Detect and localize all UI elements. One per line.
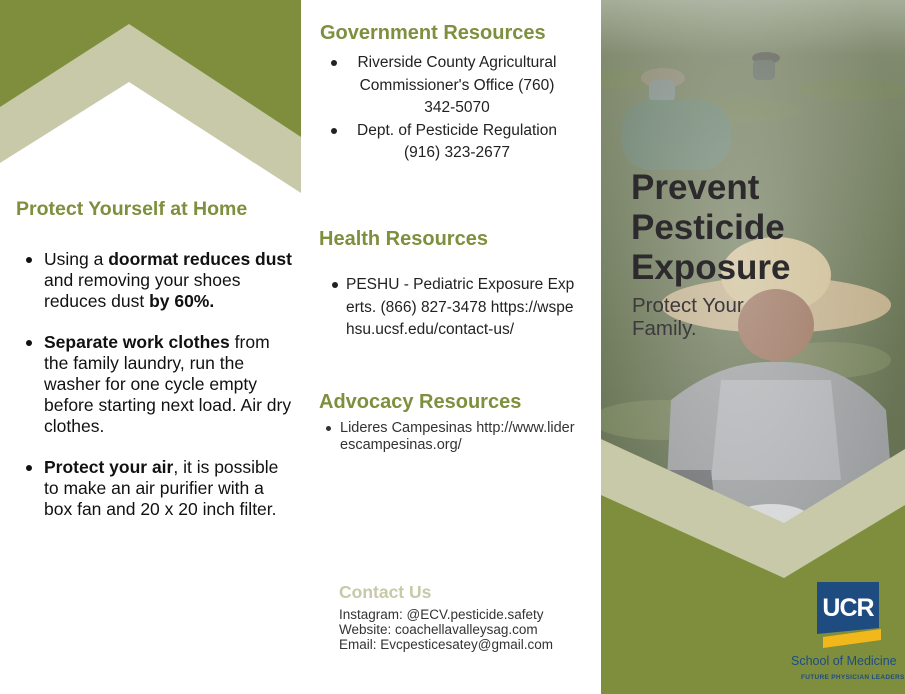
protect-home-heading: Protect Yourself at Home <box>16 198 248 220</box>
list-item: Lideres Campesinas http://www.liderescampesinas.org/ <box>325 420 575 454</box>
cover-title <box>631 168 791 288</box>
future-physician-leaders-tagline: FUTURE PHYSICIAN LEADERS <box>801 674 905 681</box>
ucr-logo <box>817 582 881 653</box>
left-chevron-decoration <box>0 0 301 200</box>
cover-title-line: Pesticide <box>631 208 785 247</box>
advocacy-resources-list <box>325 420 575 454</box>
tip-doormat: Using a doormat reduces dust and removing your shoes reduces dust by 60%. <box>24 249 294 312</box>
resources-panel <box>301 0 601 694</box>
advocacy-resources-heading: Advocacy Resources <box>319 391 522 413</box>
government-resources-list <box>331 52 571 165</box>
left-panel <box>0 0 301 694</box>
tip-air: Protect your air, it is possible to make an air purifier with a box fan and 20 x 20 inch filter. <box>24 457 294 520</box>
cover-title-line: Exposure <box>631 248 791 287</box>
cover-subtitle-line: Family. <box>632 317 697 340</box>
contact-us-heading: Contact Us <box>339 582 432 602</box>
list-item: PESHU - Pediatric Exposure Experts. (866) 827-3478 https://wspehsu.ucsf.edu/contact-us/ <box>332 274 578 342</box>
school-of-medicine-label: School of Medicine <box>791 654 897 668</box>
health-resources-list <box>332 274 578 342</box>
home-tips-list <box>24 249 294 540</box>
government-resources-heading: Government Resources <box>320 22 546 44</box>
contact-instagram: Instagram: @ECV.pesticide.safety <box>339 607 544 622</box>
cover-subtitle <box>632 294 744 340</box>
cover-panel <box>601 0 905 694</box>
ucr-logo-text: UCR <box>822 594 874 622</box>
contact-website: Website: coachellavalleysag.com <box>339 622 538 637</box>
health-resources-heading: Health Resources <box>319 228 488 250</box>
list-item: Riverside County Agricultural Commissioner's Office (760) 342-5070 <box>331 52 571 120</box>
list-item: Dept. of Pesticide Regulation (916) 323-2677 <box>331 120 571 165</box>
cover-subtitle-line: Protect Your <box>632 294 744 317</box>
tip-work-clothes: Separate work clothes from the family laundry, run the washer for one cycle empty before starting next load. Air dry clothes. <box>24 332 294 437</box>
cover-title-line: Prevent <box>631 168 760 207</box>
contact-email: Email: Evcpesticesatey@gmail.com <box>339 637 554 652</box>
